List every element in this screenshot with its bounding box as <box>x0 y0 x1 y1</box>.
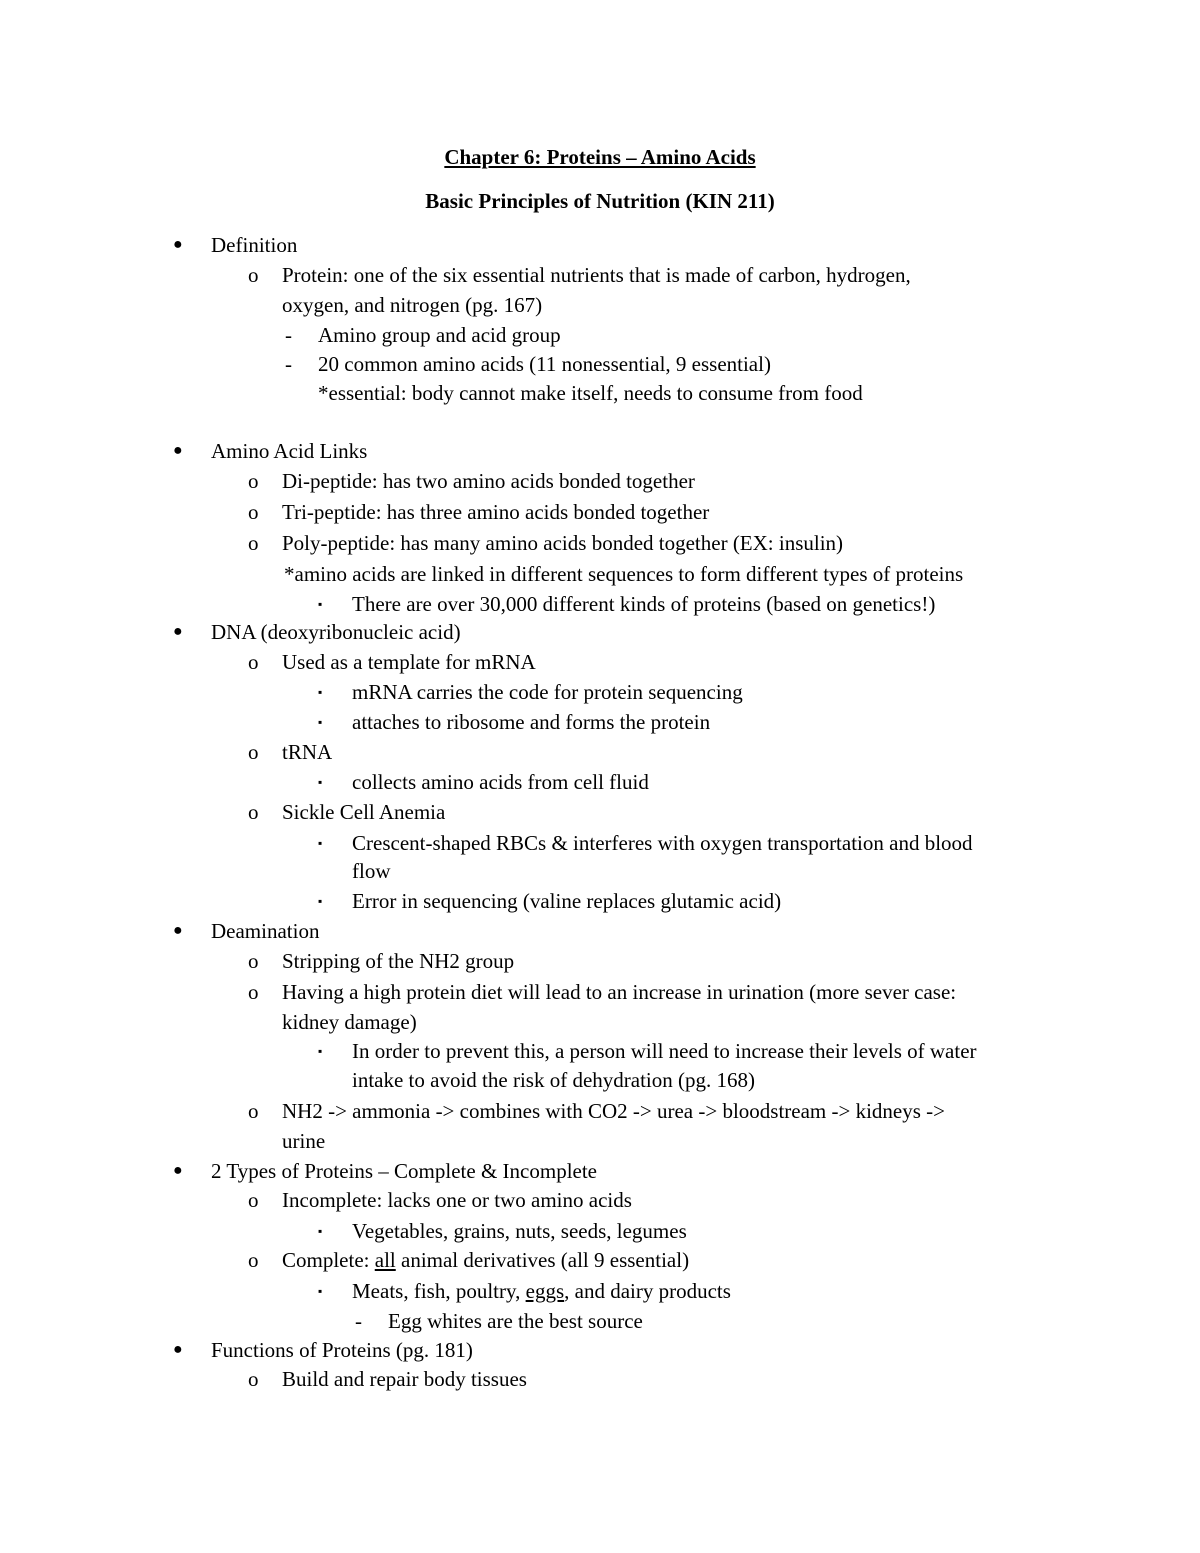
disc-bullet-icon: ● <box>173 236 183 253</box>
meats-suffix: , and dairy products <box>564 1279 731 1303</box>
circle-bullet-icon: o <box>248 740 259 764</box>
crescent-line2: flow <box>352 859 391 883</box>
protein-kinds-item: There are over 30,000 different kinds of proteins (based on genetics!) <box>352 592 936 616</box>
meats-prefix: Meats, fish, poultry, <box>352 1279 526 1303</box>
dash-bullet-icon: - <box>285 323 292 347</box>
square-bullet-icon: ▪ <box>318 775 323 789</box>
circle-bullet-icon: o <box>248 1188 259 1212</box>
stripping-item: Stripping of the NH2 group <box>282 949 515 973</box>
circle-bullet-icon: o <box>248 263 259 287</box>
disc-bullet-icon: ● <box>173 1162 183 1179</box>
circle-bullet-icon: o <box>248 500 259 524</box>
amino-group-item: Amino group and acid group <box>318 323 561 347</box>
protein-definition-line2: oxygen, and nitrogen (pg. 167) <box>282 293 543 317</box>
sickle-cell-item: Sickle Cell Anemia <box>282 800 446 824</box>
complete-all-underlined: all <box>374 1248 396 1272</box>
circle-bullet-icon: o <box>248 949 259 973</box>
circle-bullet-icon: o <box>248 531 259 555</box>
high-protein-line2: kidney damage) <box>282 1010 417 1034</box>
egg-whites-item: Egg whites are the best source <box>388 1309 643 1333</box>
linked-sequences-note: *amino acids are linked in different sequences to form different types of proteins <box>284 562 964 586</box>
polypeptide-item: Poly-peptide: has many amino acids bonded together (EX: insulin) <box>282 531 844 555</box>
complete-prefix: Complete: <box>282 1248 375 1272</box>
dash-bullet-icon: - <box>285 352 292 376</box>
section-heading-amino-acid-links: Amino Acid Links <box>211 439 368 463</box>
high-protein-line1: Having a high protein diet will lead to an increase in urination (more sever case: <box>282 980 957 1004</box>
dipeptide-item: Di-peptide: has two amino acids bonded together <box>282 469 695 493</box>
collects-amino-item: collects amino acids from cell fluid <box>352 770 649 794</box>
square-bullet-icon: ▪ <box>318 1224 323 1238</box>
circle-bullet-icon: o <box>248 1248 259 1272</box>
pathway-line2: urine <box>282 1129 326 1153</box>
mrna-code-item: mRNA carries the code for protein sequencing <box>352 680 743 704</box>
section-heading-functions: Functions of Proteins (pg. 181) <box>211 1338 473 1362</box>
ribosome-item: attaches to ribosome and forms the protein <box>352 710 711 734</box>
disc-bullet-icon: ● <box>173 442 183 459</box>
prevent-line1: In order to prevent this, a person will need to increase their levels of water <box>352 1039 977 1063</box>
complete-suffix: animal derivatives (all 9 essential) <box>395 1248 690 1272</box>
essential-note: *essential: body cannot make itself, needs to consume from food <box>318 381 863 405</box>
section-heading-deamination: Deamination <box>211 919 320 943</box>
square-bullet-icon: ▪ <box>318 1044 323 1058</box>
prevent-line2: intake to avoid the risk of dehydration (pg. 168) <box>352 1068 755 1092</box>
circle-bullet-icon: o <box>248 1367 259 1391</box>
section-heading-definition: Definition <box>211 233 298 257</box>
meats-eggs-underlined: eggs <box>525 1279 565 1303</box>
square-bullet-icon: ▪ <box>318 715 323 729</box>
square-bullet-icon: ▪ <box>318 836 323 850</box>
square-bullet-icon: ▪ <box>318 1284 323 1298</box>
vegetables-item: Vegetables, grains, nuts, seeds, legumes <box>352 1219 687 1243</box>
mrna-template-item: Used as a template for mRNA <box>282 650 536 674</box>
common-amino-acids-item: 20 common amino acids (11 nonessential, 9 essential) <box>318 352 771 376</box>
section-heading-dna: DNA (deoxyribonucleic acid) <box>211 620 461 644</box>
trna-item: tRNA <box>282 740 333 764</box>
build-repair-item: Build and repair body tissues <box>282 1367 527 1391</box>
pathway-line1: NH2 -> ammonia -> combines with CO2 -> urea -> bloodstream -> kidneys -> <box>282 1099 946 1123</box>
circle-bullet-icon: o <box>248 800 259 824</box>
complete-item <box>282 1246 689 1274</box>
disc-bullet-icon: ● <box>173 623 183 640</box>
disc-bullet-icon: ● <box>173 1341 183 1358</box>
tripeptide-item: Tri-peptide: has three amino acids bonded together <box>282 500 710 524</box>
square-bullet-icon: ▪ <box>318 685 323 699</box>
document-subtitle: Basic Principles of Nutrition (KIN 211) <box>425 189 775 213</box>
dash-bullet-icon: - <box>355 1309 362 1333</box>
circle-bullet-icon: o <box>248 469 259 493</box>
circle-bullet-icon: o <box>248 650 259 674</box>
circle-bullet-icon: o <box>248 980 259 1004</box>
incomplete-item: Incomplete: lacks one or two amino acids <box>282 1188 632 1212</box>
sequencing-error-item: Error in sequencing (valine replaces glutamic acid) <box>352 889 782 913</box>
crescent-line1: Crescent-shaped RBCs & interferes with oxygen transportation and blood <box>352 831 973 855</box>
square-bullet-icon: ▪ <box>318 597 323 611</box>
protein-definition-line1: Protein: one of the six essential nutrients that is made of carbon, hydrogen, <box>282 263 911 287</box>
document-title: Chapter 6: Proteins – Amino Acids <box>444 145 756 169</box>
circle-bullet-icon: o <box>248 1099 259 1123</box>
section-heading-protein-types: 2 Types of Proteins – Complete & Incomplete <box>211 1159 597 1183</box>
square-bullet-icon: ▪ <box>318 894 323 908</box>
disc-bullet-icon: ● <box>173 922 183 939</box>
meats-item <box>352 1277 731 1305</box>
